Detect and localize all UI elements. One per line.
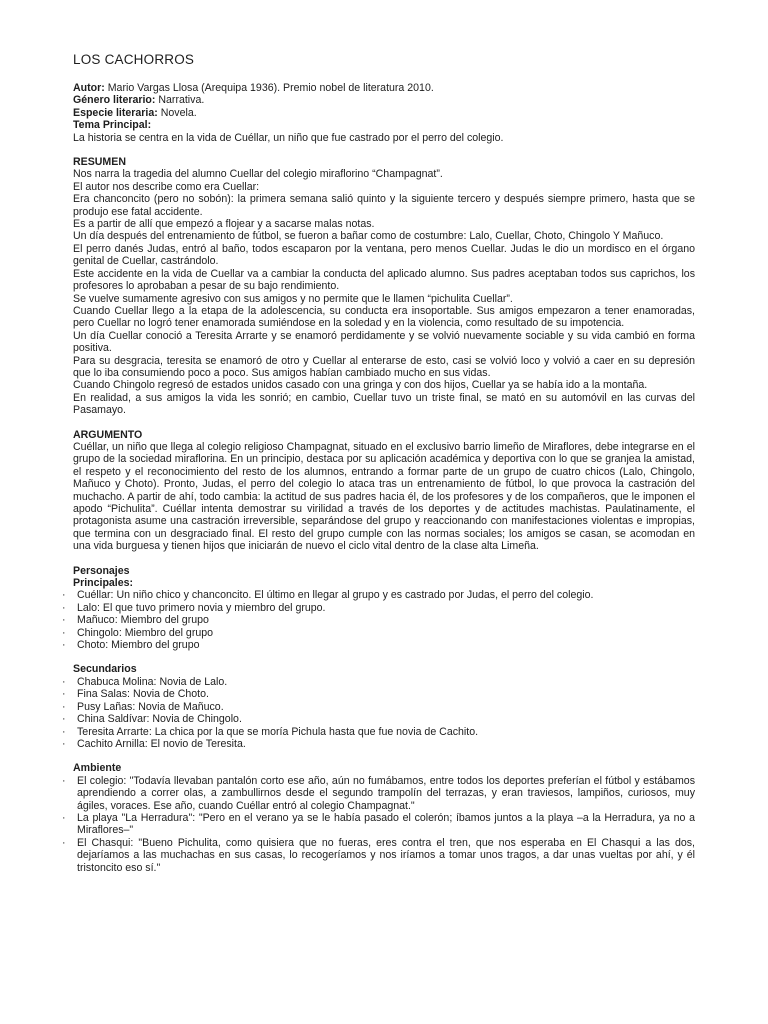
secundarios-section [73, 663, 695, 750]
tema-label: Tema Principal: [73, 119, 152, 132]
especie-value: Novela. [160, 106, 197, 119]
resumen-section [73, 156, 695, 417]
especie-label: Especie literaria: [73, 106, 158, 119]
document-title: LOS CACHORROS [73, 52, 195, 67]
ambiente-list [73, 775, 695, 874]
metadata-block [73, 82, 695, 144]
resumen-paragraph: Este accidente en la vida de Cuellar va a cambiar la conducta del aplicado alumno. Sus padres aceptaban todos sus caprichos, los profesores lo aprobaban a pesar de su bajo rendimiento. [73, 267, 695, 293]
argumento-section [73, 429, 695, 553]
resumen-paragraph: Para su desgracia, teresita se enamoró de otro y Cuellar al enterarse de esto, casi se volvió loco y volvió a caer en su depresión que lo iba consumiendo poco a poco. Sus amigos habían cambiado mucho en sus vidas. [73, 354, 695, 379]
tema-value: La historia se centra en la vida de Cuéllar, un niño que fue castrado por el perro del colegio. [73, 131, 504, 144]
principales-heading: Principales: [73, 577, 134, 590]
list-item: · Fina Salas: Novia de Choto. [73, 688, 695, 700]
list-item: · Choto: Miembro del grupo [73, 639, 695, 651]
list-item: · Teresita Arrarte: La chica por la que se moría Pichula hasta que fue novia de Cachito. [73, 726, 695, 738]
resumen-paragraph: En realidad, a sus amigos la vida les sonrió; en cambio, Cuellar tuvo un triste final, se mató en su automóvil en las curvas del Pasamayo. [73, 391, 695, 417]
list-item: · Chingolo: Miembro del grupo [73, 627, 695, 639]
list-item: · El colegio: "Todavía llevaban pantalón corto ese año, aún no fumábamos, entre todos los deportes preferían el fútbol y estábamos aprendiendo a correr olas, a zambullirnos desde el segundo trampolín del terrazas, y eran traviesos, lampiños, curiosos, muy ágiles, voraces. Ese año, cuando Cuéllar entró al colegio Champagnat." [73, 775, 695, 812]
resumen-paragraph: El autor nos describe como era Cuellar: [73, 180, 260, 193]
list-item: · Mañuco: Miembro del grupo [73, 614, 695, 626]
list-item: · Chabuca Molina: Novia de Lalo. [73, 676, 695, 688]
personajes-section [73, 565, 695, 652]
genero-value: Narrativa. [158, 94, 205, 107]
genero-field [73, 94, 695, 106]
resumen-paragraph: Era chanconcito (pero no sobón): la primera semana salió quinto y la siguiente tercero y después siempre primero, hasta que se produjo ese fatal accidente. [73, 193, 695, 218]
list-item: · China Saldívar: Novia de Chingolo. [73, 713, 695, 725]
genero-label: Género literario: [73, 94, 156, 107]
resumen-paragraph: El perro danés Judas, entró al baño, todos escaparon por la ventana, pero menos Cuellar. Judas le dio un mordisco en el órgano genital de Cuellar, castrándolo. [73, 242, 695, 268]
resumen-paragraph: Es a partir de allí que empezó a flojear y a sacarse malas notas. [73, 218, 375, 231]
ambiente-heading: Ambiente [73, 762, 122, 775]
list-item: · Pusy Lañas: Novia de Mañuco. [73, 701, 695, 713]
resumen-paragraph: Cuando Cuellar llego a la etapa de la adolescencia, su conducta era insoportable. Sus amigos empezaron a tener enamoradas, pero Cuellar no logró tener enamorada sumiéndose en la soledad y en la violencia, como resultado de su impotencia. [73, 304, 695, 330]
list-item: · Lalo: El que tuvo primero novia y miembro del grupo. [73, 602, 695, 614]
ambiente-section [73, 762, 695, 874]
resumen-paragraph: Un día después del entrenamiento de fútbol, se fueron a bañar como de costumbre: Lalo, Cuellar, Choto, Chingolo Y Mañuco. [73, 230, 664, 243]
resumen-paragraph: Se vuelve sumamente agresivo con sus amigos y no permite que le llamen “pichulita Cuellar”. [73, 292, 513, 305]
autor-label: Autor: [73, 82, 105, 94]
list-item: · Cachito Arnilla: El novio de Teresita. [73, 738, 695, 750]
secundarios-heading: Secundarios [73, 663, 137, 676]
resumen-paragraph: Cuando Chingolo regresó de estados unidos casado con una gringa y con dos hijos, Cuellar ya se había ido a la montaña. [73, 379, 648, 392]
tema-field [73, 119, 695, 131]
argumento-heading: ARGUMENTO [73, 428, 143, 441]
argumento-text: Cuéllar, un niño que llega al colegio religioso Champagnat, situado en el exclusivo barrio limeño de Miraflores, debe integrarse en el grupo de la sociedad miraflorina. En un principio, destaca por su aplicación académica y deportiva con lo que se granjea la amistad, el respeto y el reconocimiento del resto de los alumnos, entrando a formar parte de un grupo de cuatro chicos (Lalo, Chingolo, Mañuco y Choto). Pronto, Judas, el perro del colegio lo ataca tras un entrenamiento de fútbol, lo que provoca la castración del muchacho. A partir de ahí, todo cambia: la actitud de sus padres hacia él, de los profesores y de los compañeros, que le imponen el apodo “Pichulita”. Cuéllar intenta demostrar su virilidad a través de los deportes y de actitudes machistas. Paulatinamente, el protagonista asume una castración irreversible, separándose del grupo y reaccionando con manifestaciones violentas e impropias, que termina con un desgraciado final. El resto del grupo cumple con las normas sociales; los amigos se casan, se acomodan en una vida burguesa y tienen hijos que iniciarán de nuevo el ciclo vital dentro de la clase alta Limeña. [73, 440, 695, 553]
personajes-heading: Personajes [73, 564, 130, 577]
list-item: · Cuéllar: Un niño chico y chanconcito. El último en llegar al grupo y es castrado por Judas, el perro del colegio. [73, 589, 695, 601]
principales-list [73, 589, 695, 651]
resumen-heading: RESUMEN [73, 156, 126, 169]
autor-value: Mario Vargas Llosa (Arequipa 1936). Premio nobel de literatura 2010. [107, 82, 434, 94]
secundarios-list [73, 676, 695, 750]
document-page [73, 52, 695, 874]
especie-field [73, 107, 695, 119]
list-item: · El Chasqui: "Bueno Pichulita, como quisiera que no fueras, eres contra el tren, que nos esperaba en El Chasqui a las dos, dejaríamos a las muchachas en sus casas, lo recogeríamos y nos iríamos a tomar unos tragos, a dar unas vueltas por ahí, y él tristoncito eso sí." [73, 837, 695, 874]
autor-field [73, 82, 695, 94]
list-item: · La playa "La Herradura": "Pero en el verano ya se le había pasado el colerón; íbamos juntos a la playa –a la Herradura, ya no a Miraflores–" [73, 812, 695, 837]
resumen-paragraph: Nos narra la tragedia del alumno Cuellar del colegio miraflorino “Champagnat”. [73, 168, 443, 181]
resumen-paragraph: Un día Cuellar conoció a Teresita Arrarte y se enamoró perdidamente y se volvió nuevamente sociable y su vida cambió en forma positiva. [73, 329, 695, 355]
